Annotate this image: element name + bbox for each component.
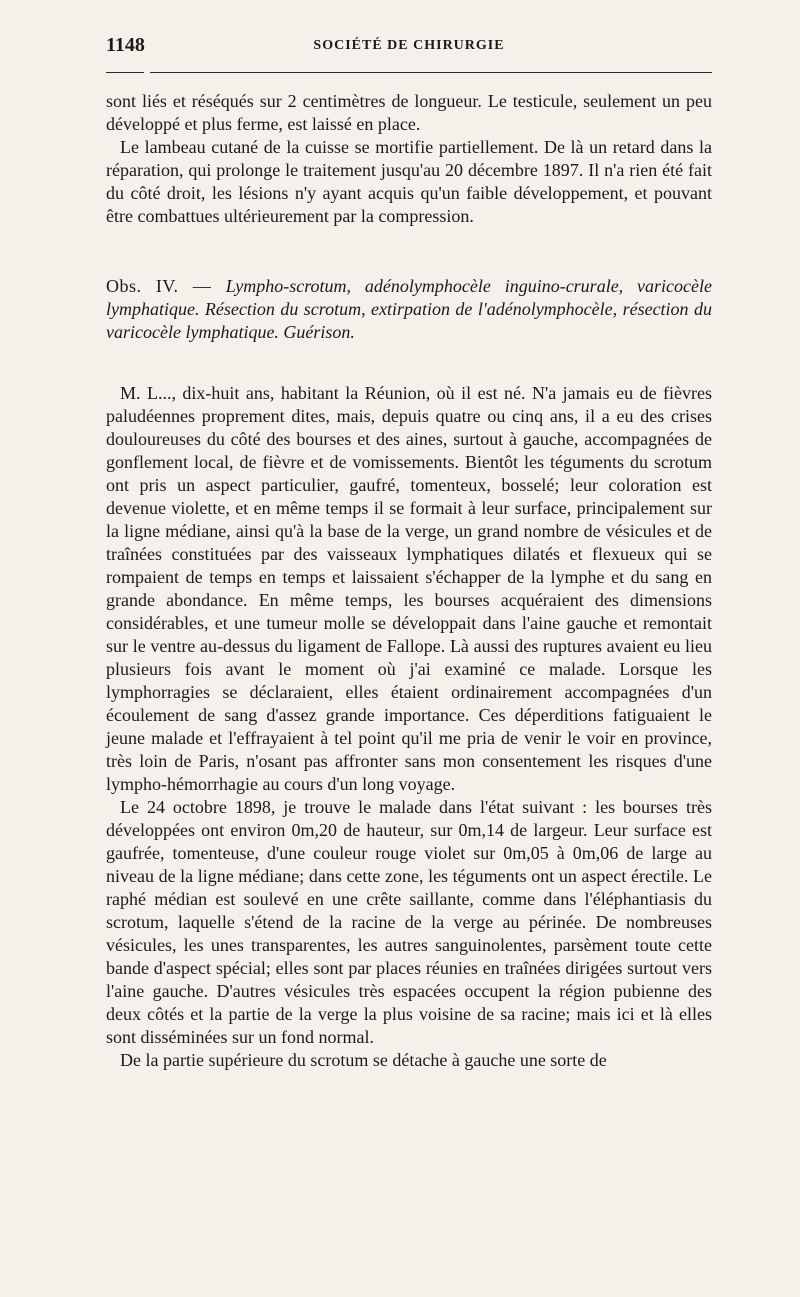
- observation-title: Lympho-scrotum, adénolymphocèle inguino-crurale, varicocèle lymphatique. Résection du scrotum, extirpation de l'adénolymphocèle, résection du varicocèle lymphatique. Guérison.: [106, 276, 712, 342]
- paragraph-examination: Le 24 octobre 1898, je trouve le malade dans l'état suivant : les bourses très développées ont environ 0m,20 de hauteur, sur 0m,14 de largeur. Leur surface est gaufrée, tomenteuse, d'une couleur rouge violet sur 0m,05 à 0m,06 de large au niveau de la ligne médiane; dans cette zone, les téguments ont un aspect érectile. Le raphé médian est soulevé en une crête saillante, comme dans l'éléphantiasis du scrotum, laquelle s'étend de la racine de la verge au périnée. De nombreuses vésicules, les unes transparentes, les autres sanguinolentes, parsèment toute cette bande d'aspect spécial; elles sont par places réunies en traînées dirigées surtout vers l'aine gauche. D'autres vésicules très espacées occupent la région pubienne des deux côtés et la partie de la verge la plus voisine de sa racine; mais ici et là elles sont disséminées sur un fond normal.: [106, 797, 712, 1047]
- paragraph-continuation: sont liés et réséqués sur 2 centimètres de longueur. Le testicule, seulement un peu développé et plus ferme, est laissé en place.: [106, 91, 712, 134]
- page-number: 1148: [106, 34, 145, 56]
- observation-label: Obs. IV. —: [106, 276, 226, 296]
- header-rule-long: [150, 72, 712, 73]
- body-text: [106, 90, 712, 1072]
- page-header: [106, 34, 712, 62]
- paragraph-patient-history: M. L..., dix-huit ans, habitant la Réunion, où il est né. N'a jamais eu de fièvres paludéennes proprement dites, mais, depuis quatre ou cinq ans, il a eu des crises douloureuses du côté des bourses et des aines, surtout à gauche, accompagnées de gonflement local, de fièvre et de vomissements. Bientôt les téguments du scrotum ont pris un aspect particulier, gaufré, tomenteux, bosselé; leur coloration est devenue violette, et en même temps il se formait à leur surface, principalement sur la ligne médiane, ainsi qu'à la base de la verge, un grand nombre de vésicules et de traînées constituées par des vaisseaux lymphatiques dilatés et flexueux qui se rompaient de temps en temps et laissaient s'échapper de la lymphe et du sang en grande abondance. En même temps, les bourses acquéraient des dimensions considérables, et une tumeur molle se développait dans l'aine gauche et remontait sur le ventre au-dessus du ligament de Fallope. Là aussi des ruptures avaient eu lieu plusieurs fois avant le moment où j'ai examiné ce malade. Lorsque les lymphorragies se déclaraient, elles étaient ordinairement accompagnées d'un écoulement de sang d'assez grande importance. Ces déperditions fatiguaient le jeune malade et l'effrayaient à tel point qu'il me pria de venir le voir en province, très loin de Paris, n'osant pas affronter sans mon consentement les risques d'une lympho-hémorrhagie au cours d'un long voyage.: [106, 383, 712, 794]
- running-title: SOCIÉTÉ DE CHIRURGIE: [313, 38, 505, 53]
- header-rule-short: [106, 72, 144, 73]
- observation-heading: [106, 275, 712, 344]
- paragraph-lambeau: Le lambeau cutané de la cuisse se mortifie partiellement. De là un retard dans la réparation, qui prolonge le traitement jusqu'au 20 décembre 1897. Il n'a rien été fait du côté droit, les lésions n'y ayant acquis qu'un faible développement, et pouvant être combattues ultérieurement par la compression.: [106, 137, 712, 226]
- paragraph-scrotum-detail: De la partie supérieure du scrotum se détache à gauche une sorte de: [120, 1050, 607, 1070]
